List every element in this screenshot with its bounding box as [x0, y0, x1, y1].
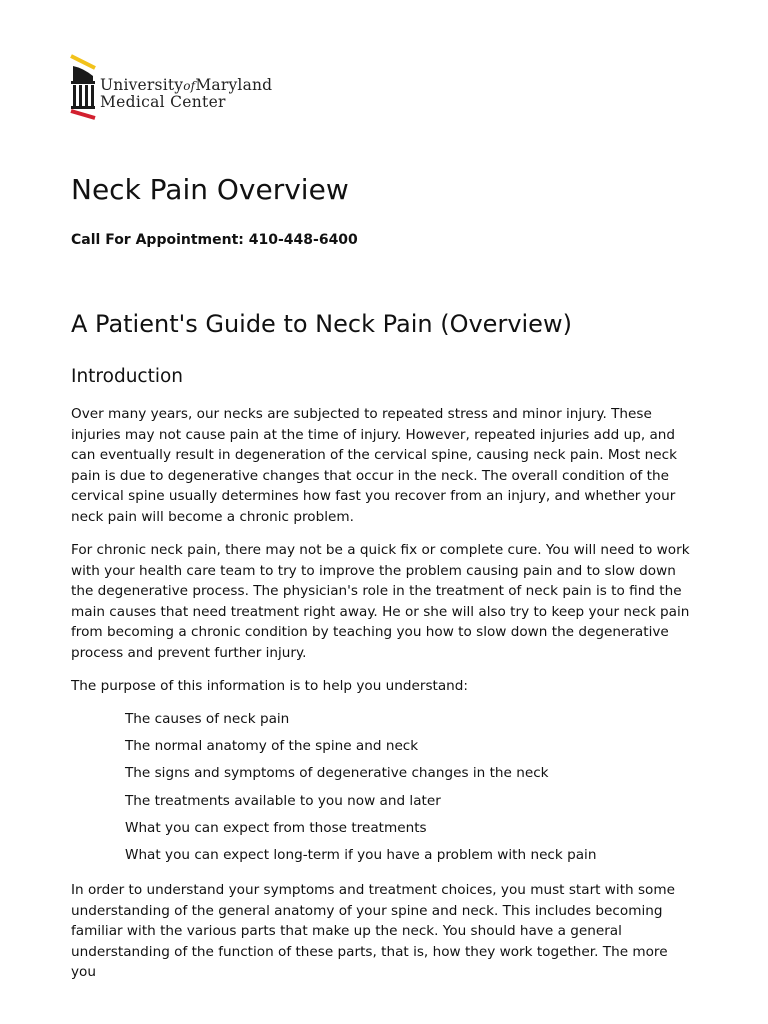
list-item: The treatments available to you now and later: [125, 792, 441, 809]
purpose-list: [125, 709, 596, 872]
paragraph: Over many years, our necks are subjected to repeated stress and minor injury. These injuries may not cause pain at the time of injury. However, repeated injuries add up, and can eventually result in degeneration of the cervical spine, causing neck pain. Most neck pain is due to degenerative changes that occur in the neck. The overall condition of the cervical spine usually determines how fast you recover from an injury, and whether your neck pain will become a chronic problem.: [71, 406, 677, 525]
umms-logo[interactable]: [69, 54, 329, 120]
logo-wordmark: UniversityofMaryland Medical Center: [100, 76, 273, 111]
paragraph: The purpose of this information is to help you understand:: [71, 678, 469, 694]
page-title: Neck Pain Overview: [71, 173, 349, 206]
paragraph: For chronic neck pain, there may not be a quick fix or complete cure. You will need to work with your health care team to try to improve the problem causing pain and to slow down the degenerative process. The physician's role in the treatment of neck pain is to find the main causes that need treatment right away. He or she will also try to keep your neck pain from becoming a chronic condition by teaching you how to slow down the degenerative process and prevent further injury.: [71, 542, 690, 661]
paragraph: In order to understand your symptoms and treatment choices, you must start with some understanding of the general anatomy of your spine and neck. This includes becoming familiar with the various parts that make up the neck. You should have a general understanding of the function of these parts, that is, how they work together. The more you: [71, 882, 675, 980]
list-item: What you can expect long-term if you have a problem with neck pain: [125, 846, 597, 863]
guide-title: A Patient's Guide to Neck Pain (Overview): [71, 310, 572, 338]
list-item: The causes of neck pain: [125, 711, 290, 727]
section-title-introduction: Introduction: [71, 366, 184, 387]
list-item: What you can expect from those treatments: [125, 819, 427, 836]
list-item: The normal anatomy of the spine and neck: [125, 738, 419, 755]
appointment-phone[interactable]: Call For Appointment: 410-448-6400: [71, 232, 358, 248]
list-item: The signs and symptoms of degenerative changes in the neck: [125, 765, 549, 782]
dome-icon: [69, 54, 99, 120]
